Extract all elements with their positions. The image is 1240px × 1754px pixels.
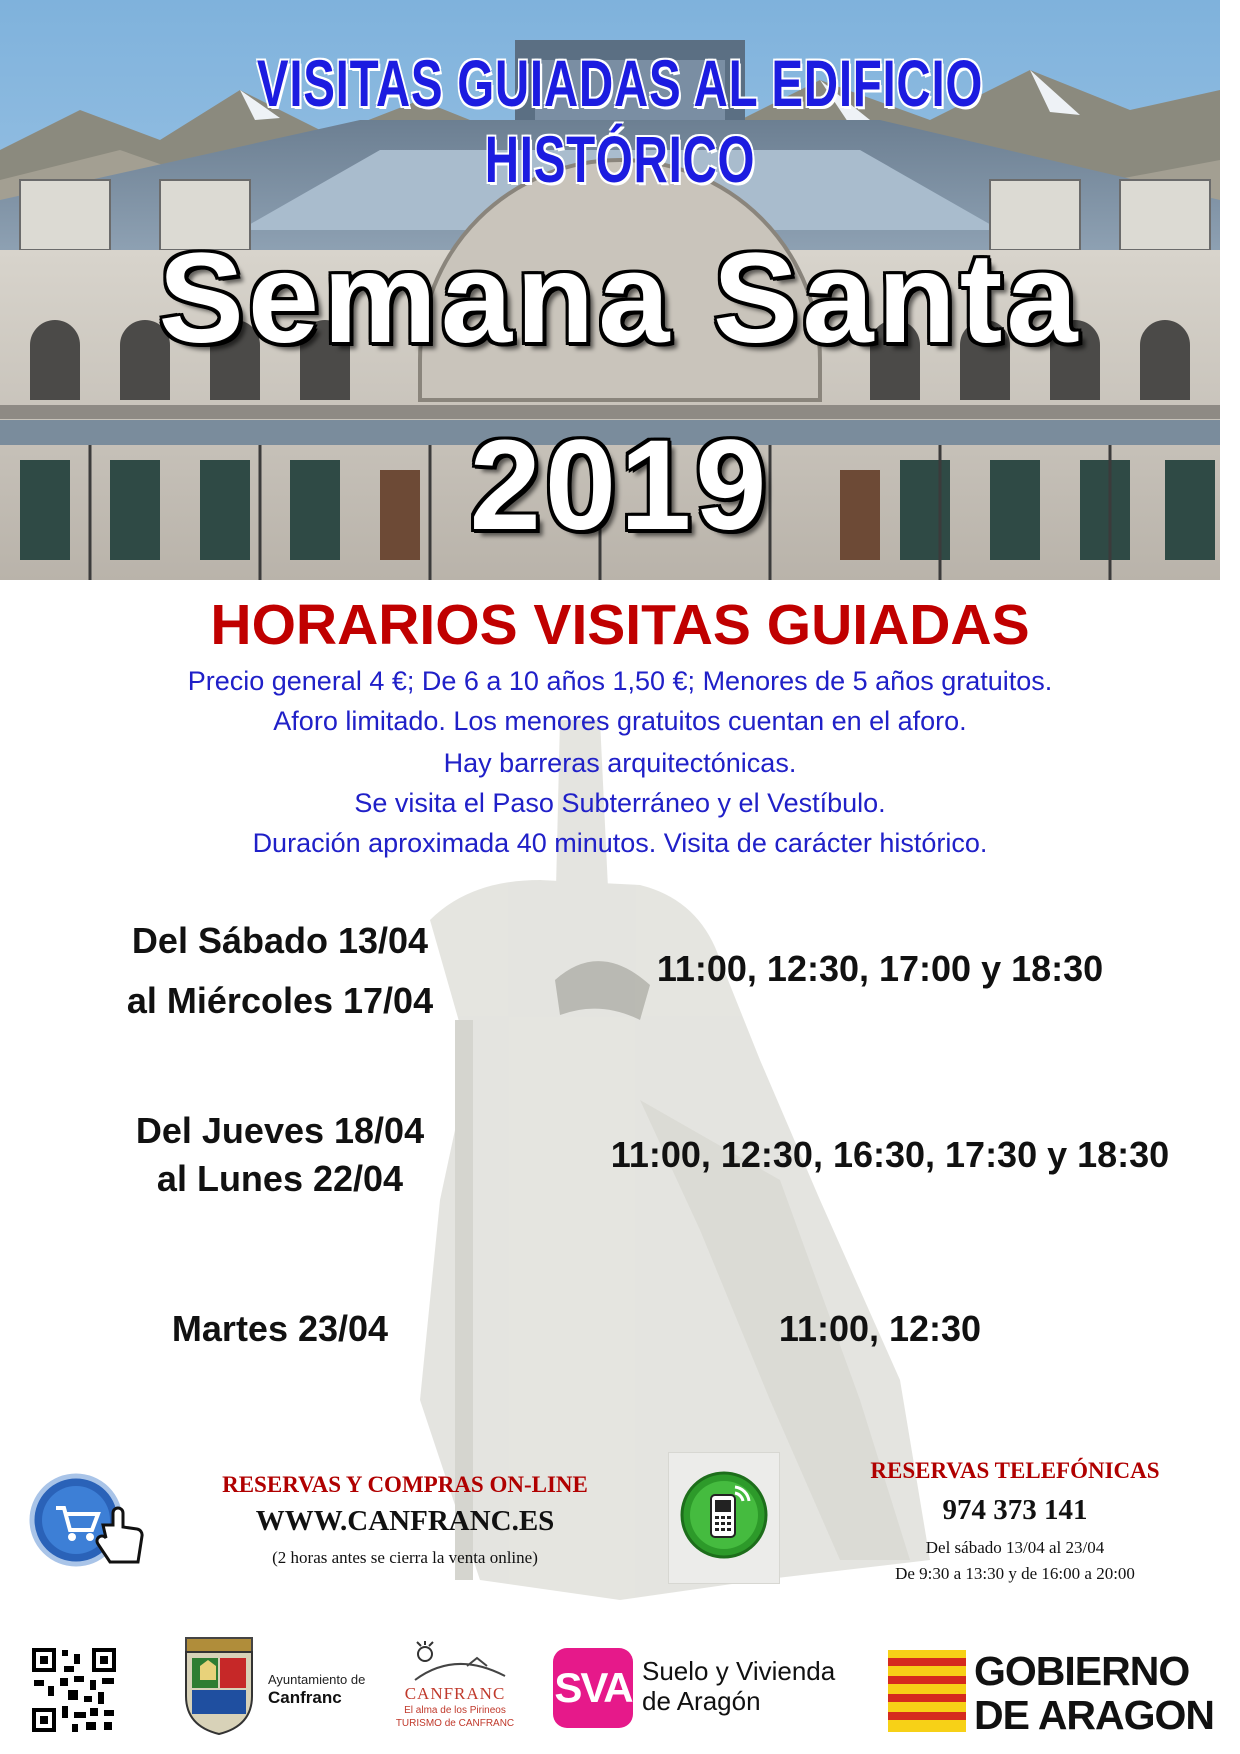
phone-icon[interactable] bbox=[669, 1453, 779, 1583]
phone-number[interactable]: 974 373 141 bbox=[942, 1494, 1088, 1526]
main-title: Semana Santa bbox=[158, 227, 1082, 370]
schedule-times: 11:00, 12:30, 17:00 y 18:30 bbox=[656, 948, 1104, 989]
info-line: Se visita el Paso Subterráneo y el Vestíbulo. bbox=[354, 788, 886, 818]
schedule-date: al Lunes 22/04 bbox=[156, 1158, 404, 1199]
canfranc-tourism-logo-icon bbox=[395, 1640, 515, 1690]
info-line: Precio general 4 €; De 6 a 10 años 1,50 €; Menores de 5 años gratuitos. bbox=[187, 666, 1053, 696]
cart-hand-icon[interactable] bbox=[18, 1470, 168, 1580]
gobierno-name: GOBIERNO bbox=[974, 1648, 1190, 1694]
info-line: Aforo limitado. Los menores gratuitos cuentan en el aforo. bbox=[273, 706, 967, 736]
ayuntamiento-label: Ayuntamiento de bbox=[268, 1672, 366, 1687]
schedule-times: 11:00, 12:30, 16:30, 17:30 y 18:30 bbox=[610, 1134, 1170, 1175]
aragon-flag-icon bbox=[888, 1650, 966, 1732]
info-line: Duración aproximada 40 minutos. Visita de carácter histórico. bbox=[252, 828, 988, 858]
sva-badge bbox=[553, 1648, 633, 1728]
website-link[interactable]: WWW.CANFRANC.ES bbox=[255, 1505, 555, 1537]
schedule-date: Martes 23/04 bbox=[171, 1308, 389, 1349]
online-reservations-title: RESERVAS Y COMPRAS ON-LINE bbox=[222, 1472, 588, 1497]
canfranc-logo-text: CANFRANC bbox=[404, 1684, 506, 1703]
schedule-date: Del Sábado 13/04 bbox=[131, 920, 429, 961]
ayuntamiento-name: Canfranc bbox=[268, 1688, 342, 1707]
canfranc-tagline: El alma de los Pirineos bbox=[404, 1705, 506, 1716]
year-title: 2019 bbox=[469, 414, 771, 557]
sva-badge-text: SVA bbox=[554, 1664, 632, 1711]
gobierno-name-2: DE ARAGON bbox=[974, 1692, 1215, 1738]
sva-name: Suelo y Vivienda bbox=[642, 1656, 836, 1686]
phone-icon-tile bbox=[668, 1452, 780, 1584]
sva-name-2: de Aragón bbox=[642, 1686, 761, 1716]
phone-reservations-title: RESERVAS TELEFÓNICAS bbox=[870, 1458, 1160, 1483]
schedule-date: Del Jueves 18/04 bbox=[135, 1110, 425, 1151]
qr-code-icon[interactable] bbox=[30, 1646, 118, 1734]
info-line: Hay barreras arquitectónicas. bbox=[443, 748, 797, 778]
phone-hours: De 9:30 a 13:30 y de 16:00 a 20:00 bbox=[895, 1564, 1135, 1583]
phone-dates: Del sábado 13/04 al 23/04 bbox=[925, 1538, 1105, 1557]
coat-of-arms-icon bbox=[180, 1636, 258, 1736]
online-note: (2 horas antes se cierra la venta online) bbox=[272, 1548, 538, 1567]
canfranc-tagline-2: TURISMO de CANFRANC bbox=[395, 1718, 515, 1729]
top-title: VISITAS GUIADAS AL EDIFICIO HISTÓRICO bbox=[256, 46, 984, 196]
schedule-heading: HORARIOS VISITAS GUIADAS bbox=[210, 593, 1030, 657]
schedule-times: 11:00, 12:30 bbox=[778, 1308, 982, 1349]
schedule-date: al Miércoles 17/04 bbox=[126, 980, 434, 1021]
